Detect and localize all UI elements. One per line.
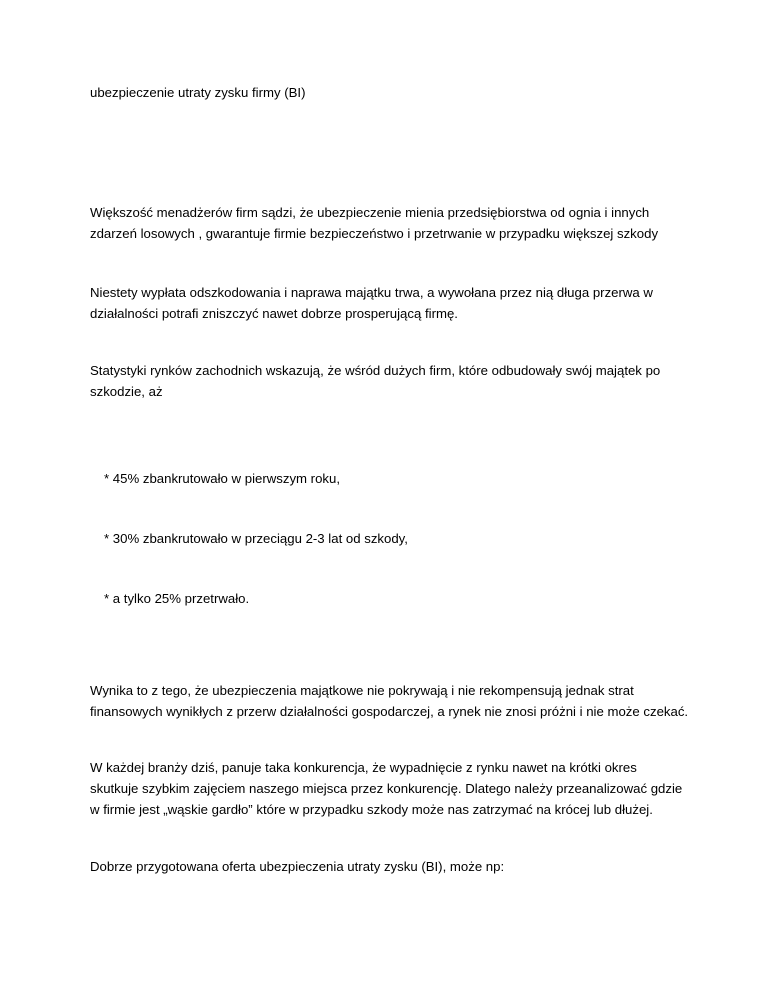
text-line: zdarzeń losowych , gwarantuje firmie bezpieczeństwo i przetrwanie w przypadku większej szkody bbox=[90, 226, 659, 241]
paragraph-compensation-delay bbox=[90, 282, 690, 324]
bullet-text: * 45% zbankrutowało w pierwszym roku, bbox=[104, 471, 341, 486]
text-line: Niestety wypłata odszkodowania i naprawa majątku trwa, a wywołana przez nią długa przerwa w bbox=[90, 285, 653, 300]
text-line: szkodzie, aż bbox=[90, 384, 163, 399]
text-line: finansowych wynikłych z przerw działalności gospodarczej, a rynek nie znosi próżni i nie może czekać. bbox=[90, 704, 689, 719]
list-item bbox=[104, 588, 704, 609]
text-line: skutkuje szybkim zajęciem naszego miejsca przez konkurencję. Dlatego należy przeanalizować gdzie bbox=[90, 781, 683, 796]
text-line: w firmie jest „wąskie gardło” które w przypadku szkody może nas zatrzymać na krócej lub dłużej. bbox=[90, 802, 653, 817]
list-item bbox=[104, 528, 704, 549]
bullet-text: * a tylko 25% przetrwało. bbox=[104, 591, 250, 606]
bullet-text: * 30% zbankrutowało w przeciągu 2-3 lat od szkody, bbox=[104, 531, 408, 546]
text-line: działalności potrafi zniszczyć nawet dobrze prosperującą firmę. bbox=[90, 306, 458, 321]
paragraph-competition bbox=[90, 757, 690, 820]
paragraph-managers-belief bbox=[90, 202, 690, 244]
text-line: Dobrze przygotowana oferta ubezpieczenia utraty zysku (BI), może np: bbox=[90, 859, 505, 874]
list-item bbox=[104, 468, 704, 489]
paragraph-statistics bbox=[90, 360, 690, 402]
text-line: ubezpieczenie utraty zysku firmy (BI) bbox=[90, 85, 306, 100]
paragraph-offer-intro bbox=[90, 856, 690, 877]
text-line: Statystyki rynków zachodnich wskazują, że wśród dużych firm, które odbudowały swój majątek po bbox=[90, 363, 661, 378]
text-line: W każdej branży dziś, panuje taka konkurencja, że wypadnięcie z rynku nawet na krótki okres bbox=[90, 760, 637, 775]
document-title bbox=[90, 82, 690, 103]
text-line: Większość menadżerów firm sądzi, że ubezpieczenie mienia przedsiębiorstwa od ognia i innych bbox=[90, 205, 650, 220]
paragraph-insurance-gap bbox=[90, 680, 690, 722]
text-line: Wynika to z tego, że ubezpieczenia majątkowe nie pokrywają i nie rekompensują jednak strat bbox=[90, 683, 634, 698]
